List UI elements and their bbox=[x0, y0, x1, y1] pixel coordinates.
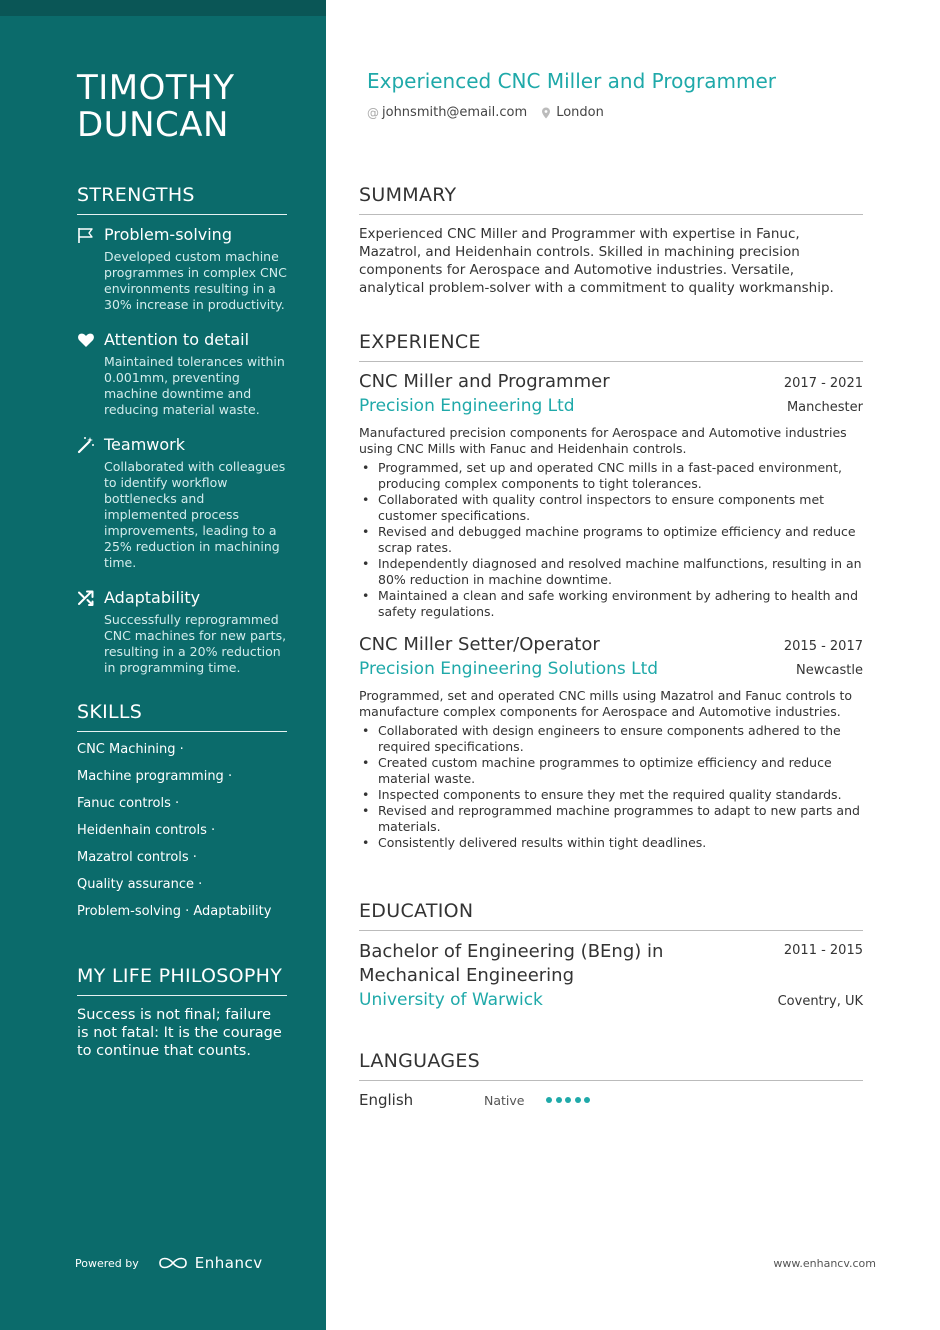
school-name: University of Warwick bbox=[359, 990, 543, 1010]
footer-url[interactable]: www.enhancv.com bbox=[773, 1257, 876, 1270]
job-company: Precision Engineering Ltd bbox=[359, 396, 575, 416]
skills-list bbox=[77, 736, 287, 925]
experience-section bbox=[359, 331, 863, 851]
strength-item bbox=[77, 588, 287, 676]
experience-heading: EXPERIENCE bbox=[359, 331, 863, 362]
first-name: TIMOTHY bbox=[77, 68, 235, 108]
strength-title: Problem-solving bbox=[104, 225, 232, 244]
languages-section bbox=[359, 1050, 863, 1109]
brand-logo[interactable] bbox=[157, 1254, 263, 1272]
strength-title: Attention to detail bbox=[104, 330, 250, 349]
strengths-section bbox=[77, 184, 287, 676]
language-row bbox=[359, 1091, 863, 1109]
language-name: English bbox=[359, 1091, 414, 1109]
rating-dot bbox=[556, 1097, 562, 1103]
powered-by-label: Powered by bbox=[75, 1256, 139, 1270]
skills-heading: SKILLS bbox=[77, 701, 287, 732]
job-entry bbox=[359, 634, 863, 851]
skill-line: Machine programming · bbox=[77, 769, 233, 784]
job-bullet: • Collaborated with design engineers to ensure components adhered to the required specifications. bbox=[359, 723, 863, 755]
job-bullet: • Revised and debugged machine programs to optimize efficiency and reduce scrap rates. bbox=[359, 524, 863, 556]
philosophy-heading: MY LIFE PHILOSOPHY bbox=[77, 965, 287, 996]
strength-title: Teamwork bbox=[104, 435, 186, 454]
enhancv-logo-icon bbox=[157, 1255, 189, 1271]
education-section bbox=[359, 900, 863, 1010]
skill-line: CNC Machining · bbox=[77, 742, 184, 757]
job-bullets bbox=[359, 460, 863, 620]
brand-name: Enhancv bbox=[194, 1254, 263, 1272]
skill-line: Problem-solving · Adaptability bbox=[77, 904, 272, 919]
skill-line: Mazatrol controls · bbox=[77, 850, 197, 865]
contact-row bbox=[367, 105, 618, 120]
strength-desc: Developed custom machine programmes in complex CNC environments resulting in a 30% increase in productivity. bbox=[104, 249, 287, 312]
job-company: Precision Engineering Solutions Ltd bbox=[359, 659, 659, 679]
job-title: CNC Miller Setter/Operator bbox=[359, 634, 600, 655]
strength-desc: Maintained tolerances within 0.001mm, preventing machine downtime and reducing material waste. bbox=[104, 354, 285, 417]
job-bullet: • Created custom machine programmes to optimize efficiency and reduce material waste. bbox=[359, 755, 863, 787]
strength-item bbox=[77, 330, 287, 418]
school-location: Coventry, UK bbox=[777, 994, 863, 1009]
sidebar bbox=[0, 0, 326, 1330]
email-text: johnsmith@email.com bbox=[382, 105, 528, 120]
rating-dot bbox=[584, 1097, 590, 1103]
job-entry bbox=[359, 371, 863, 620]
strength-title: Adaptability bbox=[104, 588, 201, 607]
job-bullet: • Revised and reprogrammed machine programmes to adapt to new parts and materials. bbox=[359, 803, 863, 835]
strengths-heading: STRENGTHS bbox=[77, 184, 287, 215]
degree bbox=[359, 940, 663, 988]
headline: Experienced CNC Miller and Programmer bbox=[367, 69, 777, 93]
job-bullet: • Consistently delivered results within tight deadlines. bbox=[359, 835, 863, 851]
summary-text: Experienced CNC Miller and Programmer with expertise in Fanuc, Mazatrol, and Heidenhain controls. Skilled in machining precision components for Aerospace and Automotive industries. Versatile, analytical problem-solver with a commitment to quality workmanship. bbox=[359, 226, 834, 296]
job-location: Newcastle bbox=[796, 663, 863, 678]
magic-wand-icon bbox=[77, 436, 95, 454]
shuffle-icon bbox=[77, 589, 95, 607]
contact-email[interactable] bbox=[367, 105, 527, 120]
job-bullets bbox=[359, 723, 863, 851]
job-location: Manchester bbox=[786, 400, 863, 415]
location-text: London bbox=[556, 105, 604, 120]
job-bullet: • Maintained a clean and safe working environment by adhering to health and safety regulations. bbox=[359, 588, 863, 620]
rating-dot bbox=[546, 1097, 552, 1103]
rating-dot bbox=[565, 1097, 571, 1103]
flag-icon bbox=[77, 226, 95, 244]
contact-location bbox=[541, 105, 604, 120]
job-bullet: • Programmed, set up and operated CNC mills in a fast-paced environment, producing complex components to tight tolerances. bbox=[359, 460, 863, 492]
job-bullet: • Collaborated with quality control inspectors to ensure components met customer specifications. bbox=[359, 492, 863, 524]
last-name: DUNCAN bbox=[77, 105, 229, 145]
skill-line: Fanuc controls · bbox=[77, 796, 180, 811]
powered-by bbox=[75, 1254, 263, 1272]
strength-desc: Successfully reprogrammed CNC machines for new parts, resulting in a 20% reduction in programming time. bbox=[104, 612, 287, 675]
job-description: Programmed, set and operated CNC mills using Mazatrol and Fanuc controls to manufacture complex components for Aerospace and Automotive industries. bbox=[359, 688, 852, 719]
degree-line: Bachelor of Engineering (BEng) in bbox=[359, 941, 664, 962]
heart-icon bbox=[77, 331, 95, 349]
candidate-name bbox=[77, 70, 235, 144]
job-bullet: • Inspected components to ensure they met the required quality standards. bbox=[359, 787, 863, 803]
degree-line: Mechanical Engineering bbox=[359, 965, 574, 986]
at-icon: @ bbox=[367, 105, 379, 120]
languages-heading: LANGUAGES bbox=[359, 1050, 863, 1081]
education-heading: EDUCATION bbox=[359, 900, 863, 931]
education-entry bbox=[359, 940, 863, 1010]
job-dates: 2015 - 2017 bbox=[783, 639, 863, 654]
language-rating bbox=[546, 1097, 594, 1103]
strength-desc: Collaborated with colleagues to identify workflow bottlenecks and implemented process improvements, leading to a 25% reduction in machining time. bbox=[104, 459, 286, 570]
language-level: Native bbox=[484, 1092, 525, 1108]
job-description: Manufactured precision components for Aerospace and Automotive industries using CNC Mills with Fanuc and Heidenhain controls. bbox=[359, 425, 847, 456]
philosophy-quote: Success is not final; failure is not fatal: It is the courage to continue that counts. bbox=[77, 1007, 282, 1059]
rating-dot bbox=[575, 1097, 581, 1103]
job-bullet: • Independently diagnosed and resolved machine malfunctions, resulting in an 80% reduction in machine downtime. bbox=[359, 556, 863, 588]
education-dates: 2011 - 2015 bbox=[783, 943, 863, 958]
skill-line: Heidenhain controls · bbox=[77, 823, 216, 838]
map-pin-icon bbox=[541, 107, 551, 119]
job-dates: 2017 - 2021 bbox=[783, 376, 863, 391]
strength-item bbox=[77, 435, 287, 571]
summary-section bbox=[359, 184, 863, 297]
philosophy-section bbox=[77, 965, 287, 1060]
strength-item bbox=[77, 225, 287, 313]
sidebar-top-bar bbox=[0, 0, 326, 16]
summary-heading: SUMMARY bbox=[359, 184, 863, 215]
skills-section bbox=[77, 701, 287, 925]
skill-line: Quality assurance · bbox=[77, 877, 203, 892]
job-title: CNC Miller and Programmer bbox=[359, 371, 610, 392]
